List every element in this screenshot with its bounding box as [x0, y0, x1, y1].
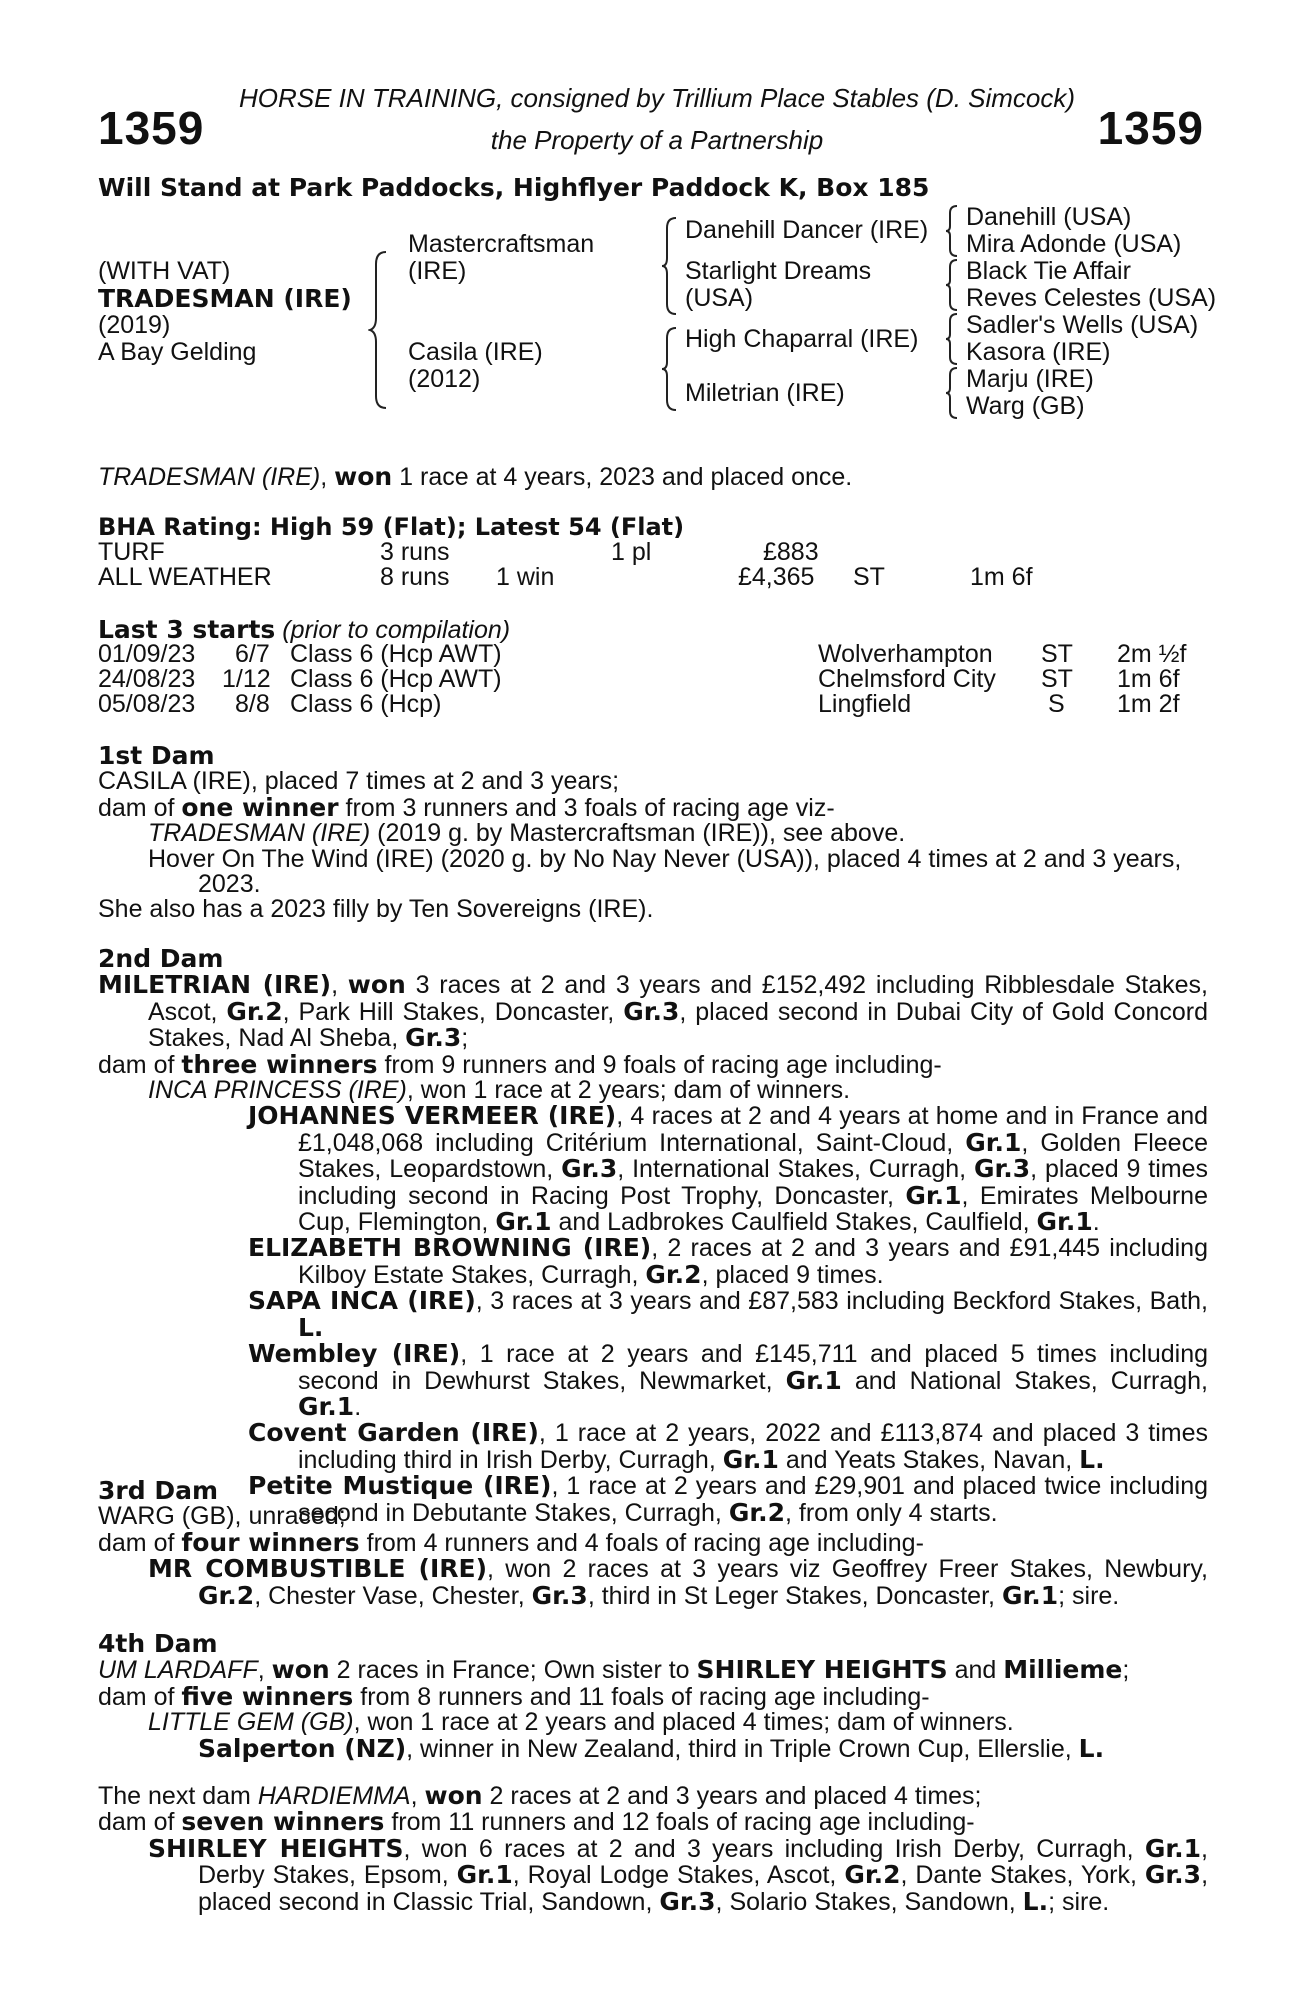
dam-record — [98, 1657, 1208, 1683]
dam-brace — [660, 326, 680, 412]
text-run: Gr.2 — [226, 996, 283, 1026]
start-position: 6/7 — [235, 640, 270, 668]
text-run: seven winners — [181, 1807, 385, 1837]
text-run: , Derby Stakes, Epsom, — [198, 1834, 1208, 1890]
text-run: , placed 9 times. — [701, 1260, 884, 1289]
turf-runs: 3 runs — [380, 538, 450, 566]
text-run: Salperton (NZ) — [198, 1733, 407, 1763]
section-title: 4th Dam — [98, 1629, 218, 1658]
text-run: SHIRLEY HEIGHTS — [148, 1833, 404, 1863]
sire-sire: Danehill Dancer (IRE) — [685, 216, 929, 244]
gg-1: Danehill (USA) — [966, 203, 1132, 231]
start-distance: 1m 6f — [1117, 665, 1180, 693]
text-run: LITTLE GEM (GB) — [148, 1708, 354, 1737]
sire-name: Mastercraftsman — [408, 230, 595, 258]
text-run: ; sire. — [1058, 1581, 1120, 1610]
text-run: ; — [461, 1024, 469, 1053]
text-run: , Royal Lodge Stakes, Ascot, — [512, 1861, 845, 1890]
sire-brace — [660, 216, 680, 316]
text-run: one winner — [181, 792, 339, 822]
text-run: , 1 race at 2 years, 2022 and £113,874 and placed 3 times including third in Irish Derby, Curragh, — [298, 1419, 1209, 1474]
text-run: dam of — [98, 793, 182, 822]
text-run: . — [1092, 1208, 1100, 1237]
text-run: Petite Mustique (IRE) — [248, 1471, 552, 1501]
text-run: Gr.3 — [561, 1154, 618, 1184]
stand-location: Will Stand at Park Paddocks, Highflyer Paddock K, Box 185 — [98, 173, 930, 202]
dam-note: She also has a 2023 filly by Ten Sovereigns (IRE). — [98, 895, 654, 924]
text-run: Gr.2 — [198, 1580, 255, 1610]
text-run: SHIRLEY HEIGHTS — [696, 1655, 948, 1685]
text-run: Gr.1 — [722, 1444, 779, 1474]
produce-item — [98, 821, 1208, 846]
text-run: , placed second in Classic Trial, Sandown, — [198, 1861, 1209, 1916]
text-line — [98, 743, 1208, 769]
text-run: , 2 races at 2 and 3 years and £91,445 including Kilboy Estate Stakes, Curragh, — [298, 1234, 1208, 1289]
text-line — [98, 946, 1208, 972]
turf-placed: 1 pl — [611, 538, 652, 566]
text-run: , placed 9 times including second in Racing Post Trophy, Doncaster, — [298, 1155, 1208, 1210]
text-run: L. — [298, 1312, 324, 1342]
text-run: , 3 races at 3 years and £87,583 including Beckford Stakes, Bath, — [475, 1287, 1208, 1316]
text-run: Gr.1 — [495, 1207, 552, 1237]
produce-item — [98, 1078, 1208, 1103]
text-run: ELIZABETH BROWNING (IRE) — [248, 1233, 652, 1263]
text-run: , from only 4 starts. — [785, 1498, 998, 1527]
next-dam-section — [98, 1783, 1208, 1915]
text-run: Gr.1 — [1001, 1580, 1059, 1610]
text-run: from 3 runners and 3 foals of racing age viz- — [338, 793, 835, 822]
start-going: ST — [1041, 640, 1073, 668]
start-date: 05/08/23 — [98, 690, 196, 718]
start-race: Class 6 (Hcp AWT) — [290, 640, 502, 668]
text-run: and National Stakes, Curragh, — [841, 1366, 1209, 1395]
dam-produce — [98, 1527, 1208, 1557]
third-dam-section — [98, 1478, 1208, 1609]
text-run: won — [271, 1655, 330, 1685]
text-run: Wembley (IRE) — [248, 1339, 461, 1369]
g-brace-2 — [944, 258, 960, 312]
text-run: The next dam — [98, 1782, 258, 1810]
text-run: , won 1 race at 2 years; dam of winners. — [406, 1076, 851, 1105]
text-run: , 1 race at 2 years and £29,901 and placed twice including second in Debutante Stakes, Curragh, — [298, 1472, 1209, 1527]
text-run: , won 6 races at 2 and 3 years including Irish Derby, Curragh, — [403, 1834, 1145, 1863]
horse-brace — [368, 250, 390, 410]
dam-name: Casila (IRE) — [408, 338, 543, 366]
last-starts-heading: Last 3 starts (prior to compilation) — [98, 615, 511, 644]
start-position: 1/12 — [222, 665, 271, 693]
dam-record: CASILA (IRE), placed 7 times at 2 and 3 years; — [98, 767, 620, 796]
gg-2: Mira Adonde (USA) — [966, 230, 1182, 258]
section-title: 3rd Dam — [98, 1476, 218, 1505]
text-run: , — [410, 1782, 425, 1810]
text-run: five winners — [181, 1681, 354, 1711]
horse-description: A Bay Gelding — [98, 338, 257, 366]
summary-horse-name: TRADESMAN (IRE) — [98, 463, 321, 491]
text-run: ; sire. — [1048, 1887, 1110, 1916]
text-run: , Solario Stakes, Sandown, — [715, 1887, 1023, 1916]
text-run: SAPA INCA (IRE) — [248, 1286, 476, 1316]
produce-item: Hover On The Wind (IRE) (2020 g. by No Nay Never (USA)), placed 4 times at 2 and 3 years, 2023. — [148, 844, 1182, 899]
text-run: UM LARDAFF — [98, 1656, 258, 1685]
text-run: and Ladbrokes Caulfield Stakes, Caulfield, — [551, 1208, 1037, 1237]
aw-wins: 1 win — [496, 563, 555, 591]
gg-4: Reves Celestes (USA) — [966, 284, 1217, 312]
horse-name: TRADESMAN (IRE) — [98, 284, 352, 313]
section-title: 2nd Dam — [98, 944, 224, 973]
text-run: TRADESMAN (IRE) — [148, 819, 371, 848]
rating-table — [98, 540, 1098, 590]
text-run: Gr.1 — [1036, 1207, 1093, 1237]
text-run: , won 2 races at 3 years viz Geoffrey Freer Stakes, Newbury, — [487, 1555, 1208, 1584]
lot-number-right: 1359 — [1097, 102, 1204, 154]
turf-label: TURF — [98, 538, 165, 566]
text-run: , winner in New Zealand, third in Triple Crown Cup, Ellerslie, — [406, 1734, 1079, 1763]
text-run: . — [354, 1392, 362, 1421]
second-dam-section — [98, 946, 1208, 1526]
race-summary: TRADESMAN (IRE), won 1 race at 4 years, 2023 and placed once. — [98, 462, 853, 491]
text-run: , Park Hill Stakes, Doncaster, — [282, 997, 624, 1026]
text-run: from 9 runners and 9 foals of racing age including- — [377, 1050, 942, 1079]
text-run: Gr.3 — [659, 1886, 716, 1916]
text-run: won — [347, 970, 406, 1000]
text-run: L. — [1079, 1444, 1105, 1474]
text-run: dam of — [98, 1808, 182, 1837]
text-run: Gr.2 — [844, 1860, 901, 1890]
text-run: Millieme — [1003, 1655, 1123, 1685]
text-run: MR COMBUSTIBLE (IRE) — [148, 1554, 488, 1584]
text-run: (2019 g. by Mastercraftsman (IRE)), see above. — [370, 819, 906, 848]
text-run: Gr.1 — [1144, 1833, 1202, 1863]
text-run: won — [424, 1781, 483, 1810]
dam-record — [98, 1783, 1208, 1809]
text-run: Gr.1 — [965, 1127, 1022, 1157]
text-run: four winners — [181, 1527, 360, 1557]
text-run: Gr.1 — [456, 1860, 513, 1890]
gg-8: Warg (GB) — [966, 392, 1085, 420]
last-starts-table — [98, 642, 1198, 718]
text-run: MILETRIAN (IRE) — [98, 970, 332, 1000]
horse-year: (2019) — [98, 311, 171, 339]
produce-item — [98, 1733, 1208, 1763]
produce-item — [98, 1288, 1208, 1341]
text-run: ; — [1122, 1656, 1130, 1685]
text-run: , Emirates Melbourne Cup, Flemington, — [298, 1181, 1208, 1237]
text-run: from 4 runners and 4 foals of racing age including- — [359, 1528, 924, 1557]
g-brace-1 — [944, 204, 960, 258]
text-run: , won 1 race at 2 years and placed 4 times; dam of winners. — [353, 1708, 1014, 1737]
text-run: dam of — [98, 1682, 182, 1711]
section-title: 1st Dam — [98, 741, 215, 770]
g-brace-4 — [944, 366, 960, 420]
produce-item — [98, 1556, 1208, 1609]
text-run: 2 races at 2 and 3 years and placed 4 times; — [482, 1782, 982, 1810]
text-run: Covent Garden (IRE) — [248, 1418, 539, 1448]
aw-prize: £4,365 — [738, 563, 815, 591]
text-run: 3 races at 2 and 3 years and £152,492 including Ribblesdale Stakes, Ascot, — [148, 971, 1208, 1026]
text-run: 2 races in France; Own sister to — [329, 1656, 697, 1685]
text-run: , 1 race at 2 years and £145,711 and placed 5 times including second in Dewhurst Stakes, Newmarket, — [298, 1340, 1208, 1395]
lot-number-left: 1359 — [98, 102, 205, 154]
text-run: HARDIEMMA — [257, 1782, 411, 1810]
aw-runs: 8 runs — [380, 563, 450, 591]
start-date: 24/08/23 — [98, 665, 196, 693]
summary-text: 1 race at 4 years, 2023 and placed once. — [392, 463, 853, 491]
text-run: from 8 runners and 11 foals of racing age including- — [353, 1682, 930, 1711]
text-run: , placed second in Dubai City of Gold Concord Stakes, Nad Al Sheba, — [148, 997, 1209, 1053]
start-course: Lingfield — [818, 690, 912, 718]
dam-dam: Miletrian (IRE) — [685, 379, 845, 407]
start-going: S — [1048, 690, 1065, 718]
text-run: Gr.1 — [298, 1391, 355, 1421]
produce-item — [98, 1341, 1208, 1420]
text-run: Gr.1 — [905, 1180, 962, 1210]
start-distance: 2m ½f — [1117, 640, 1187, 668]
property-line: the Property of a Partnership — [490, 125, 824, 155]
aw-going: ST — [853, 563, 885, 591]
first-dam-section — [98, 743, 1208, 923]
produce-item — [98, 1833, 1209, 1916]
text-run: dam of — [98, 1050, 182, 1079]
start-distance: 1m 2f — [1117, 690, 1180, 718]
dam-sire: High Chaparral (IRE) — [685, 325, 919, 353]
text-run: , Chester Vase, Chester, — [254, 1581, 532, 1610]
dam-produce — [98, 1681, 1208, 1711]
text-run: , 4 races at 2 and 4 years at home and in France and £1,048,068 including Critérium International, Saint-Cloud, — [298, 1102, 1208, 1157]
aw-label: ALL WEATHER — [98, 563, 272, 591]
summary-won: won — [334, 462, 393, 491]
text-run: Gr.2 — [728, 1497, 785, 1527]
turf-prize: £883 — [763, 538, 819, 566]
start-going: ST — [1041, 665, 1073, 693]
text-run: Gr.2 — [645, 1259, 702, 1289]
text-run: Gr.3 — [1144, 1860, 1202, 1890]
text-run: and Yeats Stakes, Navan, — [778, 1445, 1080, 1474]
gg-6: Kasora (IRE) — [966, 338, 1111, 366]
aw-distance: 1m 6f — [970, 563, 1033, 591]
sire-dam-suffix: (USA) — [685, 284, 754, 312]
text-run: , Golden Fleece Stakes, Leopardstown, — [298, 1128, 1208, 1184]
fourth-dam-section — [98, 1631, 1208, 1762]
gg-7: Marju (IRE) — [966, 365, 1094, 393]
start-position: 8/8 — [235, 690, 270, 718]
dam-produce — [98, 1049, 1208, 1079]
text-run: Gr.1 — [785, 1365, 842, 1395]
text-run: Gr.3 — [623, 996, 680, 1026]
start-course: Chelmsford City — [818, 665, 996, 693]
consignment-line: HORSE IN TRAINING, consigned by Trillium Place Stables (D. Simcock) — [238, 83, 1076, 113]
text-run: and — [947, 1656, 1004, 1685]
vat-label: (WITH VAT) — [98, 257, 231, 285]
dam-year: (2012) — [408, 365, 481, 393]
text-line — [98, 1478, 1208, 1504]
text-run: , — [257, 1656, 272, 1685]
text-run: JOHANNES VERMEER (IRE) — [248, 1101, 617, 1131]
dam-produce — [98, 1809, 1208, 1835]
bha-rating: BHA Rating: High 59 (Flat); Latest 54 (Flat) — [98, 513, 685, 541]
start-race: Class 6 (Hcp) — [290, 690, 442, 718]
gg-3: Black Tie Affair — [966, 257, 1131, 285]
text-run: L. — [1078, 1733, 1105, 1763]
dam-record — [98, 972, 1208, 1051]
dam-produce — [98, 792, 1208, 822]
text-run: Gr.3 — [531, 1580, 588, 1610]
start-course: Wolverhampton — [818, 640, 993, 668]
text-run: Gr.3 — [973, 1154, 1031, 1184]
produce-item — [98, 1103, 1208, 1235]
dam-record: WARG (GB), unraced; — [98, 1502, 346, 1531]
text-run: L. — [1022, 1886, 1049, 1916]
sire-dam: Starlight Dreams — [685, 257, 872, 285]
text-run: Gr.3 — [405, 1023, 462, 1053]
start-race: Class 6 (Hcp AWT) — [290, 665, 502, 693]
text-run: , — [331, 971, 348, 1000]
text-run: from 11 runners and 12 foals of racing age including- — [384, 1808, 975, 1837]
text-run: , Dante Stakes, York, — [900, 1861, 1145, 1890]
start-date: 01/09/23 — [98, 640, 196, 668]
g-brace-3 — [944, 312, 960, 366]
produce-item — [98, 1710, 1208, 1735]
produce-item — [98, 1420, 1208, 1473]
text-run: , International Stakes, Curragh, — [617, 1155, 974, 1184]
produce-item — [98, 1235, 1208, 1288]
text-run: three winners — [181, 1049, 378, 1079]
text-line — [98, 1631, 1208, 1657]
gg-5: Sadler's Wells (USA) — [966, 311, 1199, 339]
text-run: dam of — [98, 1528, 182, 1557]
text-run: INCA PRINCESS (IRE) — [148, 1076, 407, 1105]
sire-suffix: (IRE) — [408, 257, 467, 285]
text-run: , third in St Leger Stakes, Doncaster, — [587, 1581, 1002, 1610]
